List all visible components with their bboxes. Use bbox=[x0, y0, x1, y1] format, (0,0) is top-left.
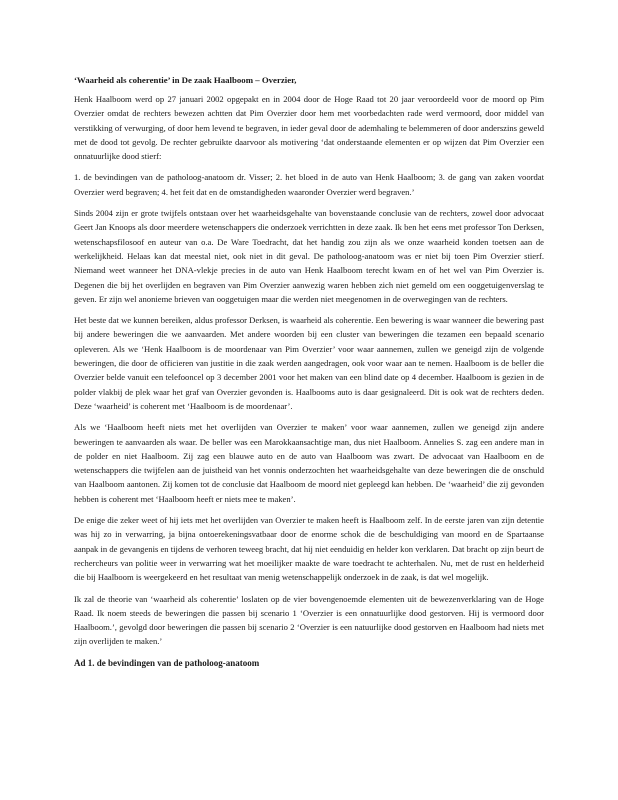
paragraph-method: Ik zal de theorie van ‘waarheid als coherentie’ loslaten op de vier bovengenoemde elementen uit de bewezenverklaring van de Hoge Raad. Ik noem steeds de beweringen die passen bij scenario 1 ‘Overzier is een onnatuurlijke dood gestorven. Hij is vermoord door Haalboom.’, gevolgd door beweringen die passen bij scenario 2 ‘Overzier is een natuurlijke dood gestorven en Haalboom had niets met zijn overlijden te maken.’ bbox=[74, 593, 544, 647]
paragraph-innocence-scenario: Als we ‘Haalboom heeft niets met het overlijden van Overzier te maken’ voor waar aannemen, zullen we geneigd zijn andere beweringen te aanvaarden als waar. De beller was een Marokkaansachtige man, dus niet Haalboom. Annelies S. zag een andere man in de polder en niet Haalboom. Zij zag een blauwe auto en de auto van Haalboom was zwart. De advocaat van Haalboom en de wetenschappers die twijfelen aan de juistheid van het vonnis onderzochten het waarheidsgehalte van deze beweringen die de onschuld van Haalboom aantonen. Zij komen tot de conclusie dat Haalboom de moord niet gepleegd kan hebben. De ‘waarheid’ die zij gevonden hebben is coherent met ‘Haalboom heeft er niets mee te maken’. bbox=[74, 422, 544, 504]
section-heading: Ad 1. de bevindingen van de patholoog-anatoom bbox=[74, 657, 260, 668]
paragraph-coherence-theory: Het beste dat we kunnen bereiken, aldus professor Derksen, is waarheid als coherentie. Een bewering is waar wanneer die bewering past bij andere beweringen die we aanvaarden. Met andere woorden bij een cluster van beweringen die tezamen een bepaald scenario opleveren. Als we ‘Henk Haalboom is de moordenaar van Pim Overzier’ voor waar aannemen, zullen we geneigd zijn de volgende beweringen, die door de officieren van justitie in die zaak werden aangedragen, ook voor waar aan te nemen. Haalboom is de beller die Overzier belde vanuit een telefooncel op 3 december 2001 voor het maken van een blind date op 4 december. Haalboom is gezien in de polder vlakbij de plek waar het graf van Overzier gevonden is. Haalbooms auto is daar gesignaleerd. Dit is ook wat de rechters deden. Deze ‘waarheid’ is coherent met ‘Haalboom is de moordenaar’. bbox=[74, 315, 544, 411]
paragraph-haalboom-himself: De enige die zeker weet of hij iets met het overlijden van Overzier te maken heeft is Haalboom zelf. In de eerste jaren van zijn detentie was hij zo in verwarring, ja bijna ontoerekeningsvatbaar door de enorme schok die de beschuldiging van moord en de Spartaanse aanpak in de gevangenis en tijdens de verhoren teweeg bracht, dat hij niet eenduidig en helder kon verklaren. Dat bracht op zijn beurt de rechercheurs van politie weer in verwarring wat het moeilijker maakte de ware toedracht te achterhalen. Nu, met de rust en helderheid die bij Haalboom is weergekeerd en het resultaat van menig wetenschappelijk onderzoek in de zaak, is dat wel mogelijk. bbox=[74, 515, 544, 583]
paragraph-intro: Henk Haalboom werd op 27 januari 2002 opgepakt en in 2004 door de Hoge Raad tot 20 jaar veroordeeld voor de moord op Pim Overzier omdat de rechters bewezen achtten dat Pim Overzier door hem met voorbedachten rade werd vermoord, door middel van verstikking of verwurging, of door hem levend te begraven, in ieder geval door de ademhaling te belemmeren of door anderszins geweld met de dood tot gevolg. De rechter gebruikte daarvoor als motivering ‘dat onderstaande elementen er op wijzen dat Pim Overzier een onnatuurlijke dood stierf: bbox=[74, 94, 544, 162]
paragraph-evidence-list: 1. de bevindingen van de patholoog-anatoom dr. Visser; 2. het bloed in de auto van Henk Haalboom; 3. de gang van zaken voordat Overzier werd begraven; 4. het feit dat en de omstandigheden waaronder Overzier werd begraven.’ bbox=[74, 172, 544, 197]
paragraph-doubts: Sinds 2004 zijn er grote twijfels ontstaan over het waarheidsgehalte van bovenstaande conclusie van de rechters, zowel door advocaat Geert Jan Knoops als door meerdere wetenschappers die onderzoek verrichtten in deze zaak. Ik ben het eens met professor Ton Derksen, wetenschapsfilosoof en auteur van o.a. De Ware Toedracht, dat het handig zou zijn als we onze waarheid konden toetsen aan de werkelijkheid. Helaas kan dat meestal niet, ook niet in dit geval. De patholoog-anatoom was er niet bij toen Pim Overzier stierf. Niemand weet wanneer het DNA-vlekje precies in de auto van Henk Haalboom terecht kwam en of het wel van Pim Overzier is. Degenen die bij het overlijden en begraven van Pim Overzier aanwezig waren hebben zich niet gemeld om een ooggetuigenverslag te geven. Er zijn wel anonieme brieven van ooggetuigen maar die werden niet meegenomen in de overwegingen van de rechters. bbox=[74, 208, 544, 304]
document-title: ‘Waarheid als coherentie’ in De zaak Haalboom – Overzier, bbox=[74, 75, 297, 85]
document-page bbox=[74, 73, 544, 670]
